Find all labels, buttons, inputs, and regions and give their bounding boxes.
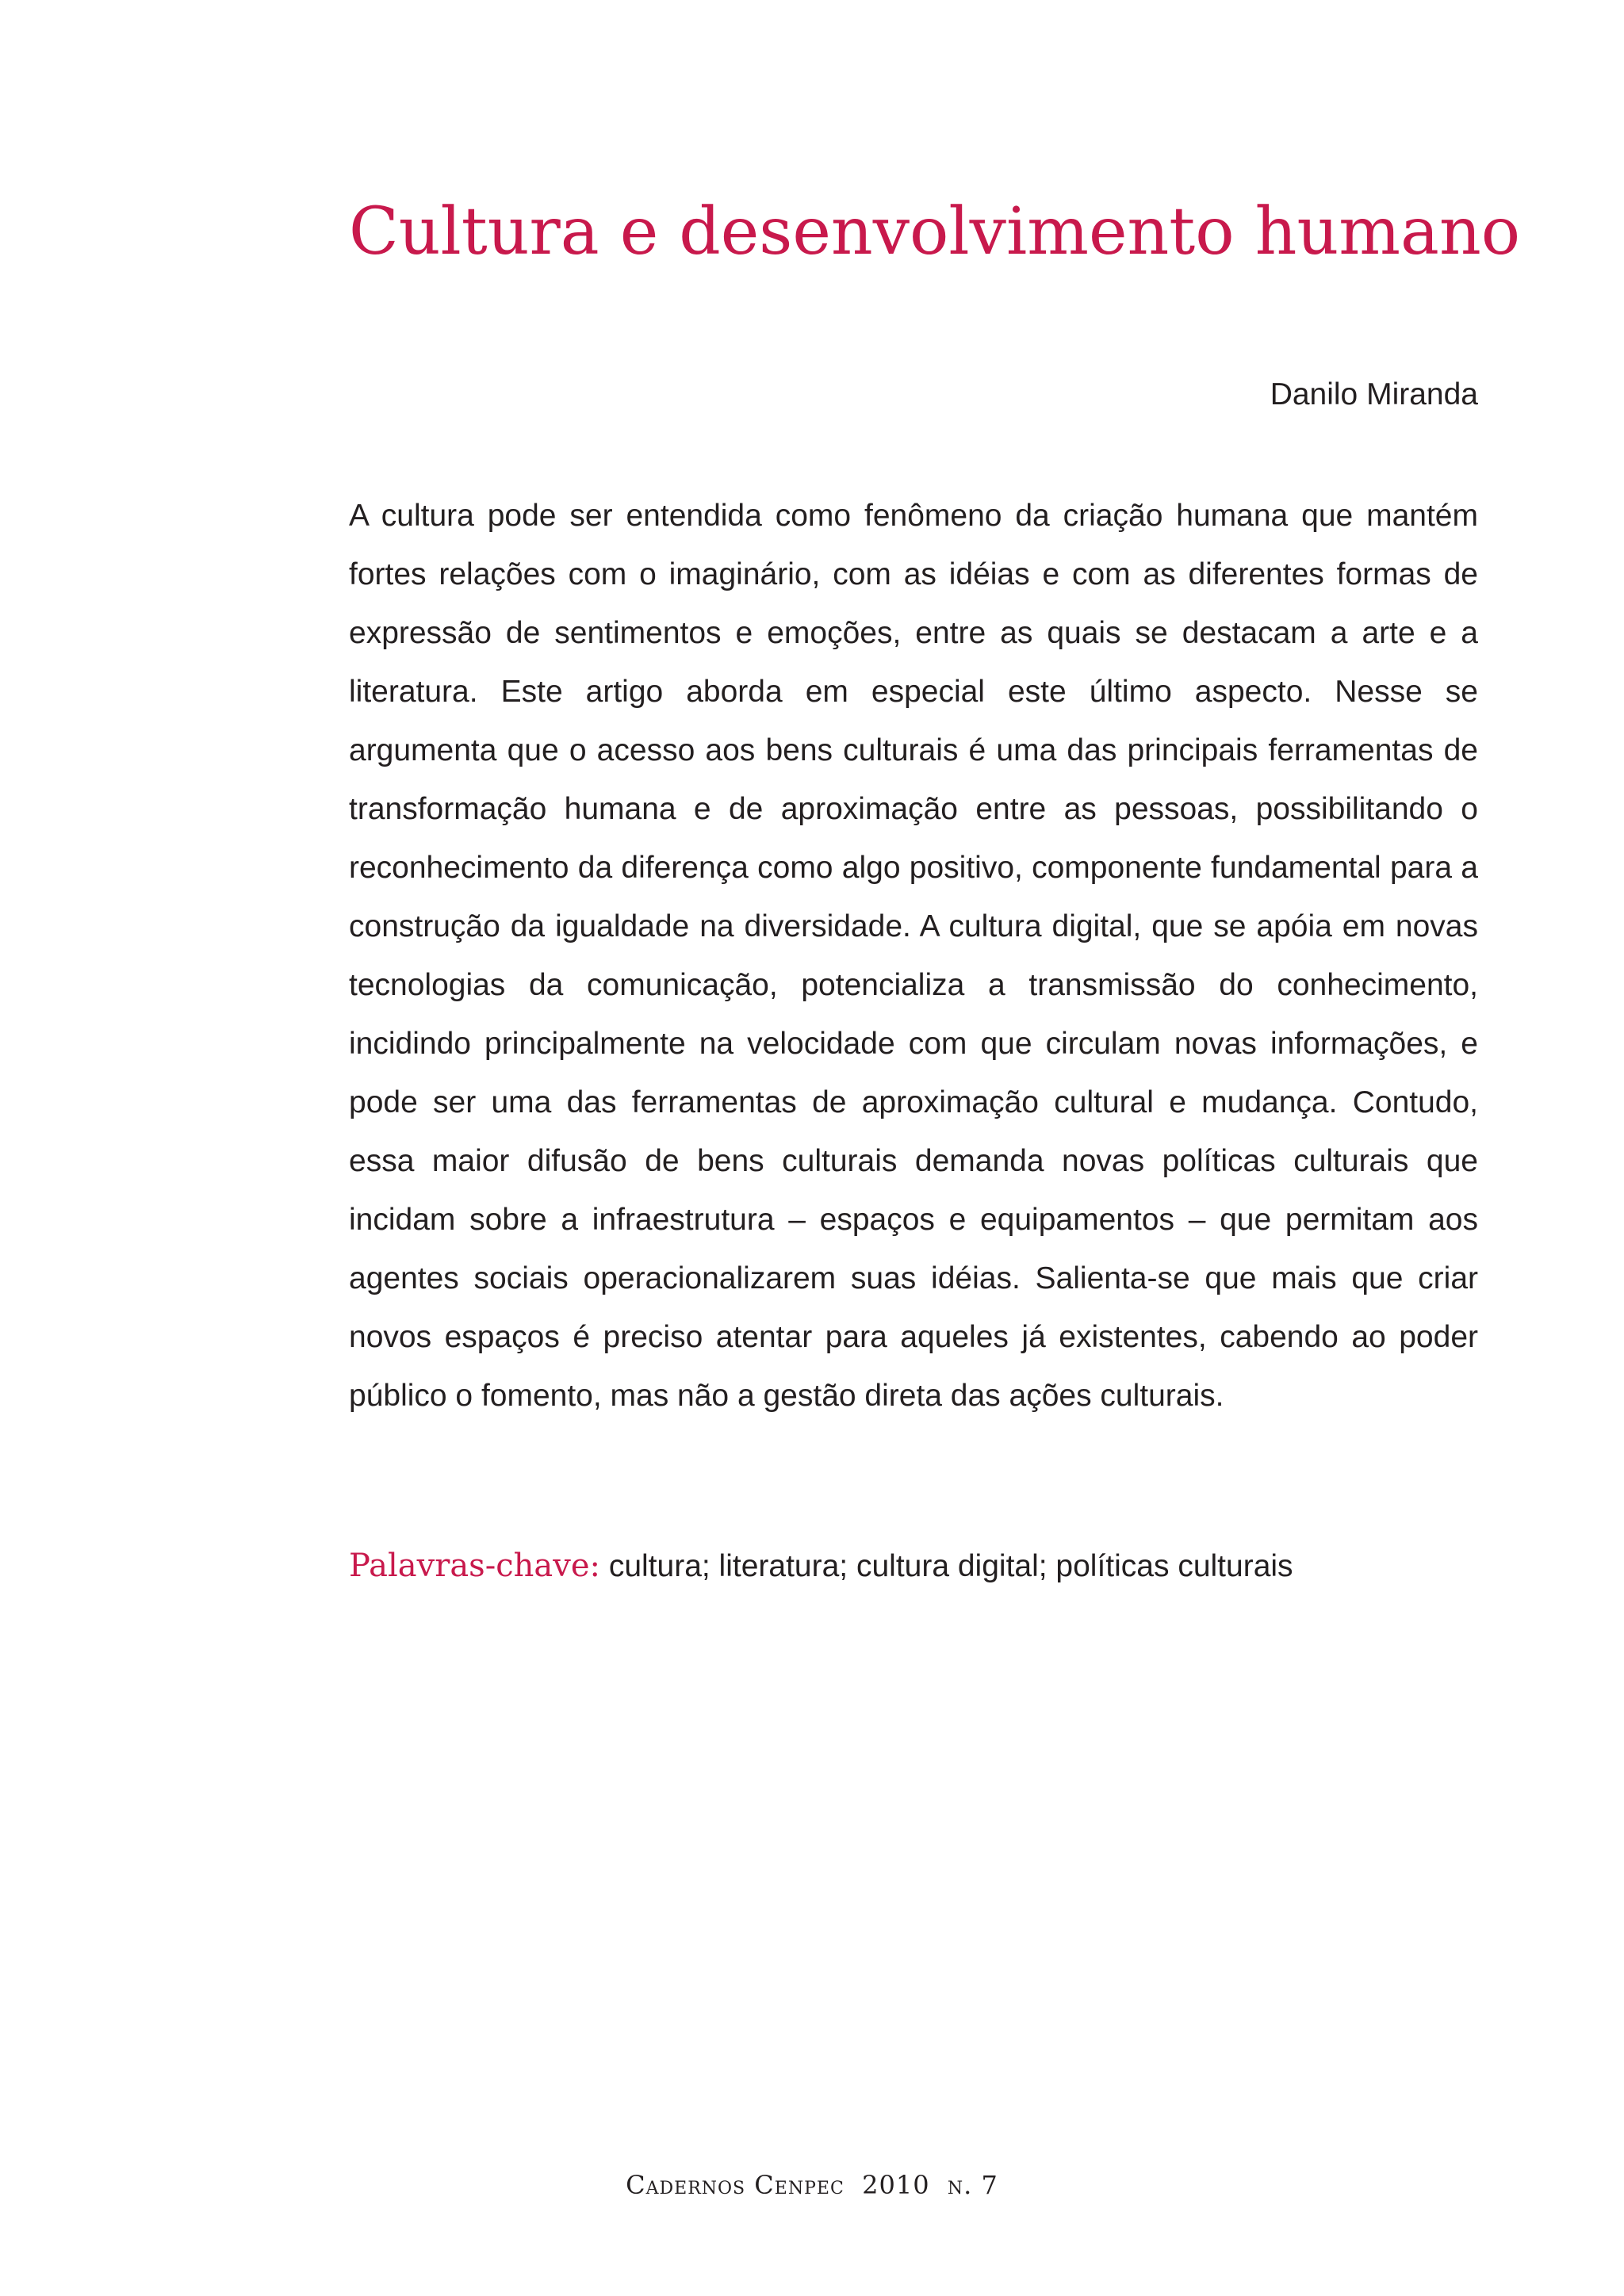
article-title: Cultura e desenvolvimento humano bbox=[349, 194, 1521, 270]
footer-year: 2010 bbox=[862, 2170, 930, 2200]
keywords-list: cultura; literatura; cultura digital; políticas culturais bbox=[608, 1549, 1293, 1583]
footer-publication: Cadernos Cenpec bbox=[626, 2170, 845, 2200]
keywords-label: Palavras-chave: bbox=[349, 1548, 600, 1584]
keywords-line bbox=[349, 1536, 1478, 1596]
article-abstract: A cultura pode ser entendida como fenômeno da criação humana que mantém fortes relações com o imaginário, com as idéias e com as diferentes formas de expressão de sentimentos e emoções, entre as quais se destacam a arte e a literatura. Este artigo aborda em especial este último aspecto. Nesse se argumenta que o acesso aos bens culturais é uma das principais ferramentas de transformação humana e de aproximação entre as pessoas, possibilitando o reconhecimento da diferença como algo positivo, componente fundamental para a construção da igualdade na diversidade. A cultura digital, que se apóia em novas tecnologias da comunicação, potencializa a transmissão do conhecimento, incidindo principalmente na velocidade com que circulam novas informações, e pode ser uma das ferramentas de aproximação cultural e mudança. Contudo, essa maior difusão de bens culturais demanda novas políticas culturais que incidam sobre a infraestrutura – espaços e equipamentos – que permitam aos agentes sociais operacionalizarem suas idéias. Salienta-se que mais que criar novos espaços é preciso atentar para aqueles já existentes, cabendo ao poder público o fomento, mas não a gestão direta das ações culturais. bbox=[349, 499, 1478, 1413]
article-author: Danilo Miranda bbox=[1270, 377, 1478, 411]
page-footer bbox=[0, 2161, 1624, 2209]
footer-issue: n. 7 bbox=[947, 2170, 998, 2200]
